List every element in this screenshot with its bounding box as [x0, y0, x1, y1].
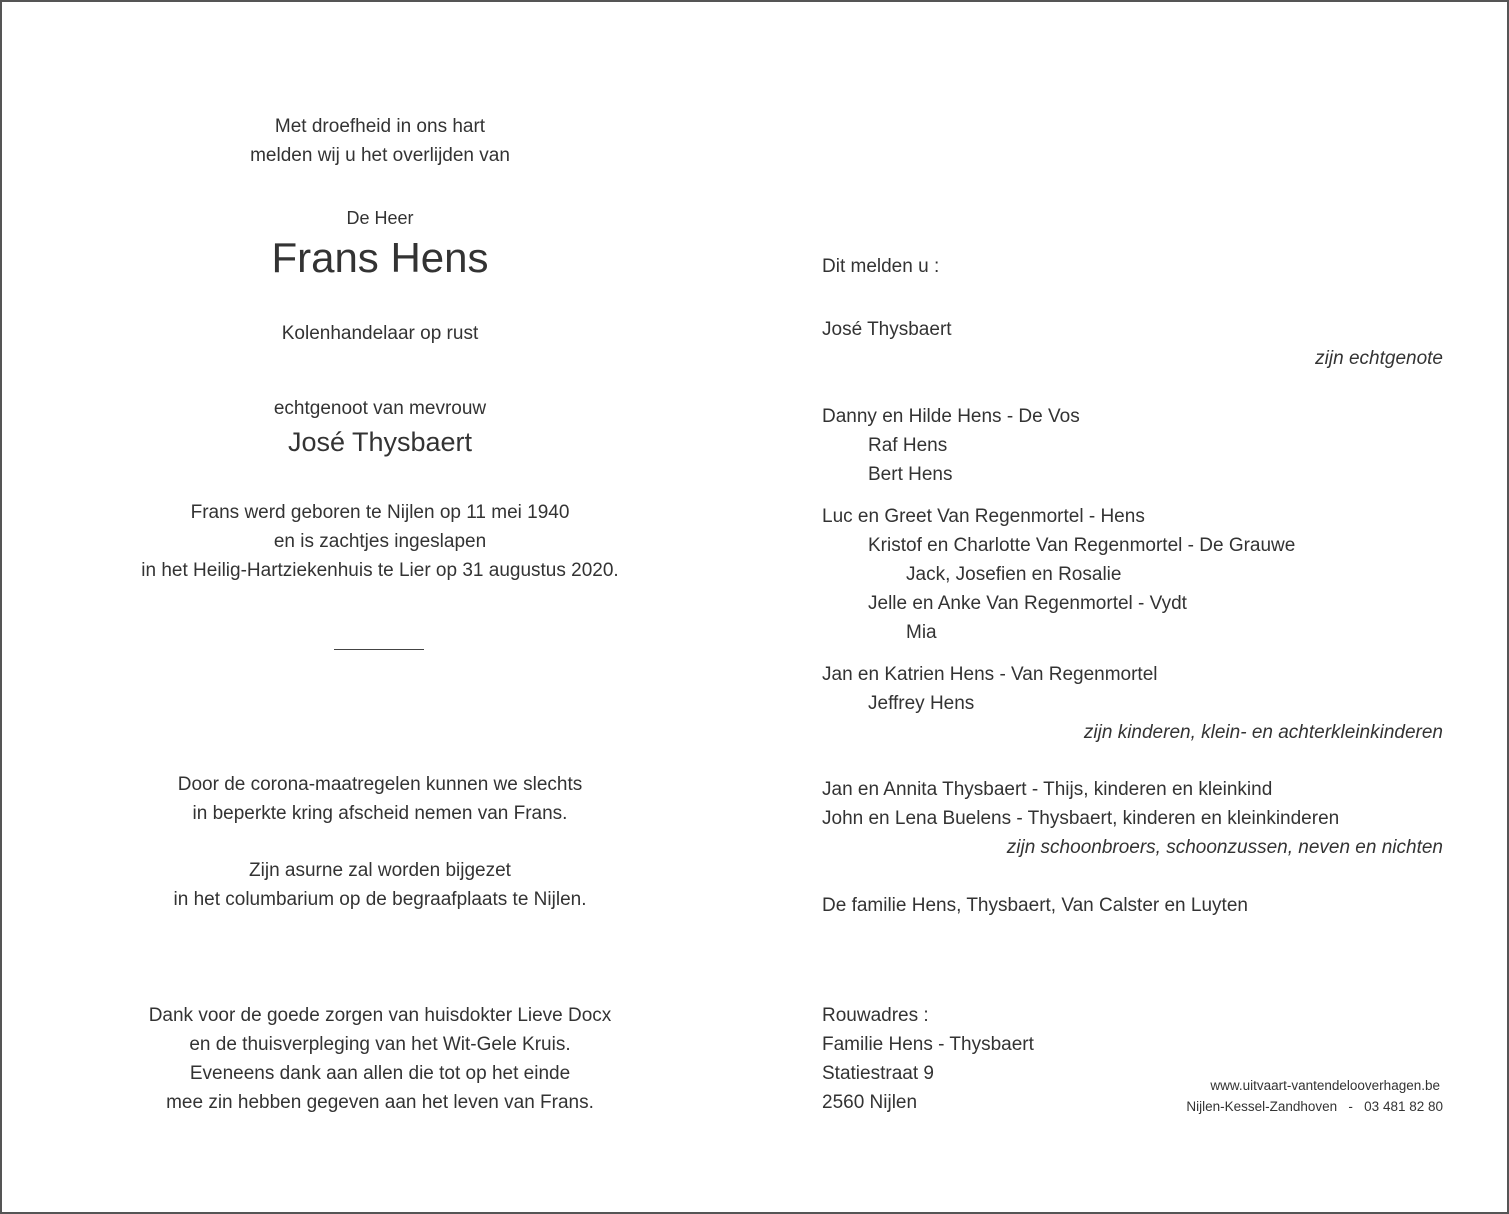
thanks-line-4: mee zin hebben gegeven aan het leven van Frans.: [166, 1092, 594, 1113]
thanks-line-3: Eveneens dank aan allen die tot op het einde: [189, 1063, 571, 1084]
family-2-child-2: Jelle en Anke Van Regenmortel - Vydt: [868, 593, 1187, 614]
children-role: zijn kinderen, klein- en achterkleinkinderen: [1083, 722, 1443, 743]
corona-line-2: in beperkte kring afscheid nemen van Frans.: [192, 803, 568, 824]
announcers-header: Dit melden u :: [822, 256, 940, 277]
family-2-grandchildren-1: Jack, Josefien en Rosalie: [906, 564, 1122, 585]
family-1-child-2: Bert Hens: [868, 464, 953, 485]
family-1-child-1: Raf Hens: [868, 435, 948, 456]
corona-line-1: Door de corona-maatregelen kunnen we slechts: [177, 774, 583, 795]
family-2-child-1: Kristof en Charlotte Van Regenmortel - De Grauwe: [868, 535, 1296, 556]
spouse-name: José Thysbaert: [287, 427, 473, 457]
divider-line: [334, 649, 424, 650]
address-line-3: 2560 Nijlen: [822, 1092, 918, 1113]
urn-line-2: in het columbarium op de begraafplaats te Nijlen.: [173, 889, 587, 910]
spouse-role: zijn echtgenote: [1315, 348, 1443, 369]
intro-text: [2, 112, 758, 170]
address-line-2: Statiestraat 9: [822, 1063, 934, 1084]
thanks-line-1: Dank voor de goede zorgen van huisdokter Lieve Docx: [148, 1005, 612, 1026]
title-block: [2, 204, 758, 233]
address-label: Rouwadres :: [822, 1005, 929, 1026]
address-line-1: Familie Hens - Thysbaert: [822, 1034, 1034, 1055]
birth-block: [2, 498, 758, 585]
corona-block: [2, 770, 758, 828]
family-2-grandchildren-2: Mia: [906, 622, 937, 643]
intro-line-1: Met droefheid in ons hart: [274, 116, 486, 137]
occupation-block: [2, 319, 758, 348]
birth-line-1: Frans werd geboren te Nijlen op 11 mei 1940: [190, 502, 570, 523]
intro-line-2: melden wij u het overlijden van: [250, 145, 510, 166]
honorific: De Heer: [346, 208, 414, 228]
occupation: Kolenhandelaar op rust: [281, 323, 479, 344]
birth-line-3: in het Heilig-Hartziekenhuis te Lier op 31 augustus 2020.: [141, 560, 619, 581]
family-2: Luc en Greet Van Regenmortel - Hens: [822, 506, 1145, 527]
inlaws-line-2: John en Lena Buelens - Thysbaert, kinderen en kleinkinderen: [822, 808, 1340, 829]
spouse-intro: echtgenoot van mevrouw: [273, 398, 487, 419]
family-1: Danny en Hilde Hens - De Vos: [822, 406, 1080, 427]
family-3-child: Jeffrey Hens: [868, 693, 975, 714]
deceased-name: Frans Hens: [271, 234, 489, 281]
spouse-block: [2, 394, 758, 423]
spouse-name-block: [2, 425, 758, 459]
birth-line-2: en is zachtjes ingeslapen: [273, 531, 487, 552]
family-3: Jan en Katrien Hens - Van Regenmortel: [822, 664, 1158, 685]
urn-block: [2, 856, 758, 914]
inlaws-line-1: Jan en Annita Thysbaert - Thijs, kinderen en kleinkind: [822, 779, 1273, 800]
inlaws-role: zijn schoonbroers, schoonzussen, neven en nichten: [1006, 837, 1443, 858]
thanks-block: [2, 1001, 758, 1117]
spouse-entry: José Thysbaert: [822, 319, 952, 340]
thanks-line-2: en de thuisverpleging van het Wit-Gele Kruis.: [189, 1034, 571, 1055]
name-block: [2, 233, 758, 283]
urn-line-1: Zijn asurne zal worden bijgezet: [249, 860, 511, 881]
extended-families: De familie Hens, Thysbaert, Van Calster en Luyten: [822, 895, 1248, 916]
funeral-home-website: www.uitvaart-vantendelooverhagen.be: [1210, 1078, 1440, 1093]
funeral-home-contact: Nijlen-Kessel-Zandhoven - 03 481 82 80: [1186, 1099, 1443, 1114]
